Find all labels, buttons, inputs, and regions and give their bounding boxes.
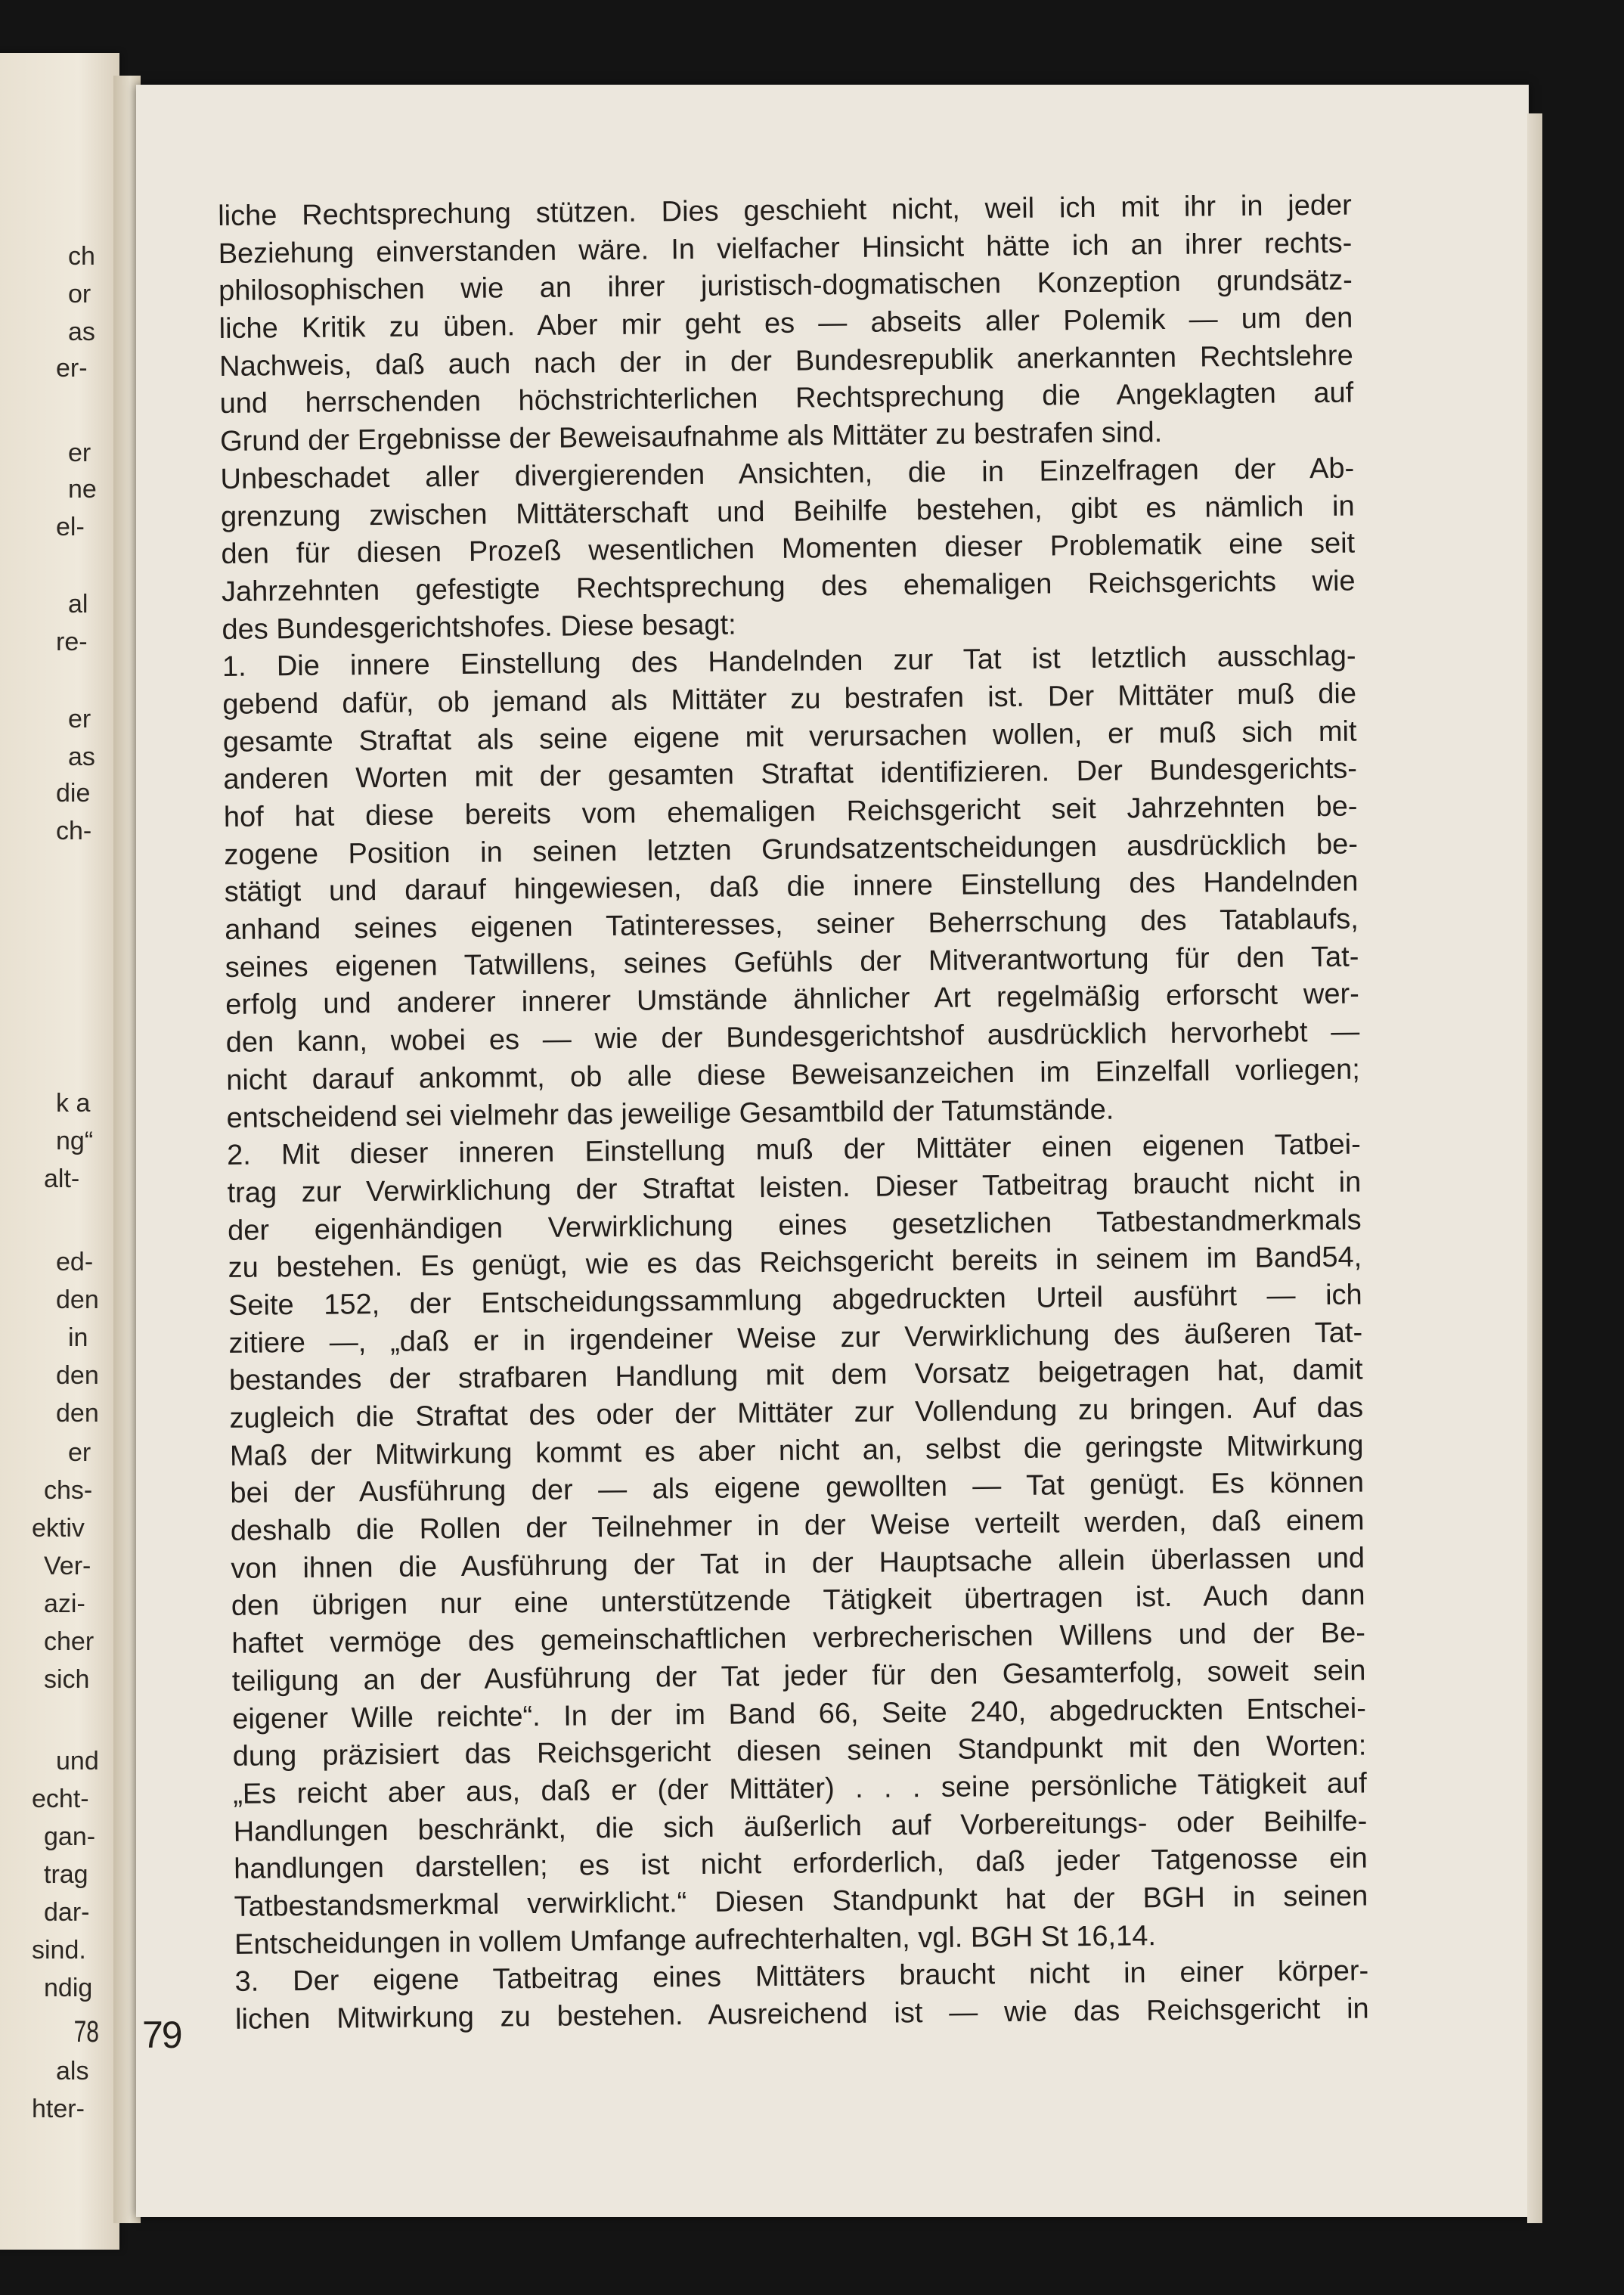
text-line: Entscheidungen in vollem Umfange aufrechterhalten, vgl. BGH St 16,14. bbox=[234, 1919, 1157, 1961]
previous-page-fragment: den bbox=[56, 1286, 99, 1314]
text-line: trag zur Verwirklichung der Straftat leisten. Dieser Tatbeitrag braucht nicht in bbox=[227, 1166, 1362, 1209]
previous-page-fragment: den bbox=[56, 1361, 99, 1390]
text-line: anderen Worten mit der gesamten Straftat identifizieren. Der Bundesgerichts- bbox=[223, 752, 1358, 796]
text-line: stätigt und darauf hingewiesen, daß die innere Einstellung des Handelnden bbox=[224, 865, 1359, 909]
text-line: 2. Mit dieser inneren Einstellung muß der Mittäter einen eigenen Tatbei- bbox=[226, 1128, 1361, 1172]
text-line: der eigenhändigen Verwirklichung eines gesetzlichen Tatbestandmerkmals bbox=[227, 1204, 1362, 1247]
previous-page-fragment: as bbox=[68, 743, 95, 771]
previous-page-fragment: chs- bbox=[44, 1476, 93, 1505]
previous-page-fragment: als bbox=[56, 2057, 89, 2086]
previous-page-fragment: die bbox=[56, 779, 91, 808]
previous-page-fragment: al bbox=[68, 590, 88, 619]
text-line: Maß der Mitwirkung kommt es aber nicht an, selbst die geringste Mitwirkung bbox=[229, 1429, 1364, 1472]
previous-page-fragment: ed- bbox=[56, 1248, 94, 1276]
previous-page-fragment: ndig bbox=[44, 1974, 93, 2002]
text-line: haftet vermöge des gemeinschaftlichen verbrecherischen Willens und der Be- bbox=[231, 1617, 1366, 1661]
previous-page-fragment: k a bbox=[56, 1089, 91, 1118]
previous-page-fragment: er bbox=[68, 705, 91, 733]
text-line: lichen Mitwirkung zu bestehen. Ausreichend ist — wie das Reichsgericht in bbox=[234, 1993, 1369, 2036]
previous-page-fragment: el- bbox=[56, 513, 85, 541]
previous-page-fragment: er bbox=[68, 439, 91, 467]
previous-page-fragment: ch- bbox=[56, 817, 92, 845]
previous-page-fragment: or bbox=[68, 280, 91, 309]
previous-page-fragment: dar- bbox=[44, 1898, 90, 1927]
text-line: Tatbestandsmerkmal verwirklicht.“ Diesen Standpunkt hat der BGH in seinen bbox=[234, 1880, 1368, 1923]
text-line: eigener Wille reichte“. In der im Band 66, Seite 240, abgedruckten Entschei- bbox=[232, 1692, 1367, 1735]
text-line: des Bundesgerichtshofes. Diese besagt: bbox=[222, 609, 736, 646]
text-line: zugleich die Straftat des oder der Mittäter zur Vollendung zu bringen. Auf das bbox=[229, 1391, 1364, 1434]
previous-page-fragment: Ver- bbox=[44, 1552, 91, 1580]
text-line: handlungen darstellen; es ist nicht erforderlich, daß jeder Tatgenosse ein bbox=[234, 1842, 1368, 1886]
body-text bbox=[218, 187, 1399, 2039]
previous-page-fragment: trag bbox=[44, 1860, 88, 1889]
text-line: den für diesen Prozeß wesentlichen Momenten dieser Problematik eine seit bbox=[221, 527, 1356, 571]
previous-page-fragment: er- bbox=[56, 354, 88, 383]
text-line: zu bestehen. Es genügt, wie es das Reichsgericht bereits in seinem im Band54, bbox=[228, 1241, 1362, 1285]
text-line: den übrigen nur eine unterstützende Tätigkeit übertragen ist. Auch dann bbox=[231, 1579, 1365, 1623]
previous-page-fragment: sich bbox=[44, 1665, 90, 1694]
page-edge bbox=[1527, 113, 1542, 2223]
text-line: liche Kritik zu üben. Aber mir geht es — abseits aller Polemik — um den bbox=[218, 302, 1353, 346]
text-line: gesamte Straftat als seine eigene mit verursachen wollen, er muß sich mit bbox=[222, 715, 1357, 758]
text-line: bestandes der strafbaren Handlung mit dem Vorsatz beigetragen hat, damit bbox=[228, 1354, 1363, 1397]
text-line: grenzung zwischen Mittäterschaft und Beihilfe bestehen, gibt es nämlich in bbox=[220, 490, 1355, 533]
previous-page-fragment: azi- bbox=[44, 1589, 85, 1618]
text-line: hof hat diese bereits vom ehemaligen Reichsgericht seit Jahrzehnten be- bbox=[223, 790, 1358, 833]
text-line: erfolg und anderer innerer Umstände ähnlicher Art regelmäßig erforscht wer- bbox=[225, 978, 1360, 1022]
text-line: Seite 152, der Entscheidungssammlung abgedruckten Urteil ausführt — ich bbox=[228, 1279, 1362, 1322]
text-line: dung präzisiert das Reichsgericht diesen seinen Standpunkt mit den Worten: bbox=[232, 1729, 1367, 1773]
previous-page-text-edge bbox=[0, 53, 98, 2250]
text-line: 1. Die innere Einstellung des Handelnden zur Tat ist letztlich ausschlag- bbox=[222, 640, 1356, 684]
previous-page-fragment: ng“ bbox=[56, 1127, 94, 1155]
previous-page-fragment: den bbox=[56, 1399, 99, 1428]
previous-page-fragment: hter- bbox=[32, 2095, 85, 2123]
text-line: Beziehung einverstanden wäre. In vielfacher Hinsicht hätte ich an ihrer rechts- bbox=[218, 227, 1353, 270]
text-line: Unbeschadet aller divergierenden Ansichten, die in Einzelfragen der Ab- bbox=[220, 452, 1355, 495]
text-line: Handlungen beschränkt, die sich äußerlich auf Vorbereitungs- oder Beihilfe- bbox=[233, 1805, 1368, 1848]
previous-page-fragment: as bbox=[68, 318, 95, 346]
text-line: teiligung an der Ausführung der Tat jeder für den Gesamterfolg, soweit sein bbox=[231, 1655, 1366, 1698]
previous-page-fragment: er bbox=[68, 1438, 91, 1467]
previous-page-fragment: alt- bbox=[44, 1165, 80, 1193]
previous-page-fragment: ektiv bbox=[32, 1514, 85, 1543]
previous-page-fragment: in bbox=[68, 1323, 88, 1352]
text-line: nicht darauf ankommt, ob alle diese Beweisanzeichen im Einzelfall vorliegen; bbox=[225, 1053, 1360, 1096]
text-line: den kann, wobei es — wie der Bundesgerichtshof ausdrücklich hervorhebt — bbox=[225, 1016, 1360, 1059]
text-line: deshalb die Rollen der Teilnehmer in der Weise verteilt werden, daß einem bbox=[230, 1504, 1365, 1547]
previous-page bbox=[0, 53, 119, 2250]
text-line: seines eigenen Tatwillens, seines Gefühls der Mitverantwortung für den Tat- bbox=[225, 941, 1359, 984]
text-line: bei der Ausführung der — als eigene gewollten — Tat genügt. Es können bbox=[230, 1466, 1365, 1510]
text-line: zogene Position in seinen letzten Grundsatzentscheidungen ausdrücklich be- bbox=[224, 828, 1359, 871]
previous-page-fragment: ne bbox=[68, 475, 97, 504]
text-line: gebend dafür, ob jemand als Mittäter zu bestrafen ist. Der Mittäter muß die bbox=[222, 678, 1357, 721]
page-number: 79 bbox=[142, 2014, 181, 2056]
previous-page-fragment: und bbox=[56, 1747, 99, 1776]
text-line: liche Rechtsprechung stützen. Dies geschieht nicht, weil ich mit ihr in jeder bbox=[218, 189, 1353, 232]
text-line: zitiere —, „daß er in irgendeiner Weise zur Verwirklichung des äußeren Tat- bbox=[228, 1317, 1363, 1360]
text-line: Nachweis, daß auch nach der in der Bundesrepublik anerkannten Rechtslehre bbox=[218, 340, 1353, 383]
text-line: „Es reicht aber aus, daß er (der Mittäter) . . . seine persönliche Tätigkeit auf bbox=[233, 1767, 1368, 1810]
previous-page-fragment: sind. bbox=[32, 1936, 86, 1965]
text-line: und herrschenden höchstrichterlichen Rechtsprechung die Angeklagten auf bbox=[219, 377, 1354, 420]
text-line: 3. Der eigene Tatbeitrag eines Mittäters braucht nicht in einer körper- bbox=[234, 1955, 1369, 1999]
text-line: anhand seines eigenen Tatinteresses, seiner Beherrschung des Tatablaufs, bbox=[225, 903, 1359, 947]
text-line: entscheidend sei vielmehr das jeweilige Gesamtbild der Tatumstände. bbox=[226, 1093, 1114, 1134]
previous-page-fragment: gan- bbox=[44, 1822, 96, 1851]
previous-page-fragment: cher bbox=[44, 1627, 95, 1656]
previous-page-number: 78 bbox=[73, 2015, 99, 2048]
text-line: von ihnen die Ausführung der Tat in der Hauptsache allein überlassen und bbox=[231, 1542, 1365, 1585]
previous-page-fragment: re- bbox=[56, 628, 88, 656]
previous-page-fragment: ch bbox=[68, 242, 95, 271]
text-line: Jahrzehnten gefestigte Rechtsprechung des ehemaligen Reichsgerichts wie bbox=[221, 565, 1356, 608]
text-line: philosophischen wie an ihrer juristisch-dogmatischen Konzeption grundsätz- bbox=[218, 264, 1353, 308]
text-line: Grund der Ergebnisse der Beweisaufnahme als Mittäter zu bestrafen sind. bbox=[219, 417, 1163, 458]
previous-page-fragment: echt- bbox=[32, 1785, 89, 1813]
